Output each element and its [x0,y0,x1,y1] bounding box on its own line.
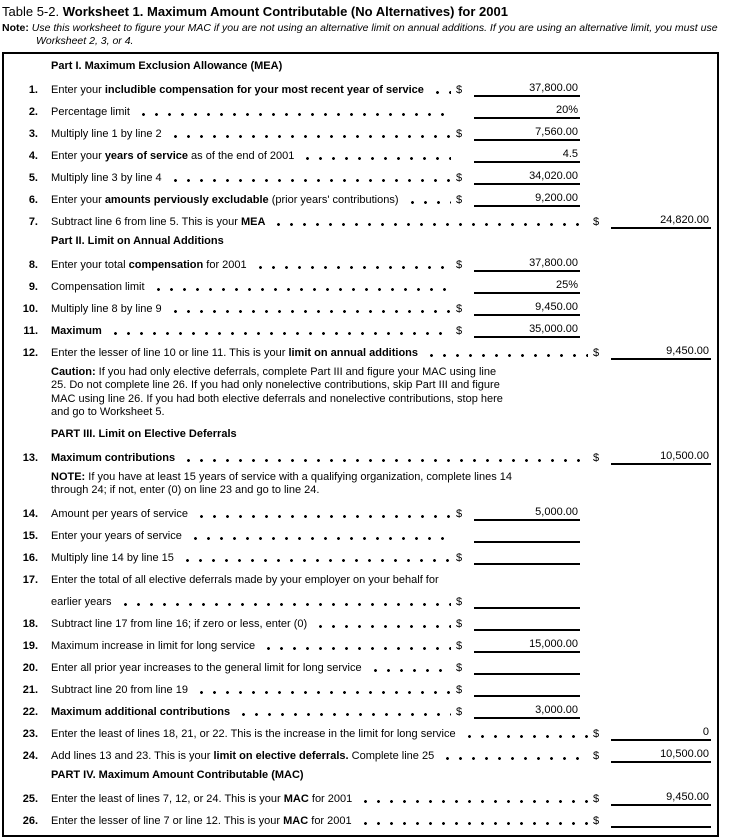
line-label [51,530,182,543]
amount-underline [611,814,711,828]
line-number: 2. [28,106,38,118]
amount-underline: 10,500.00 [611,450,711,465]
amount-underline [474,661,580,675]
leader-dots [441,756,588,761]
header-note [2,22,751,47]
dollar-sign: $ [593,347,600,359]
text-segment: If you had only elective deferrals, complete Part III and figure your MAC using line 25. Do not complete line 26. If you had only nonelective contributions, skip Part III and figure MAC using line 26. If you had both elective deferrals and nonelective contributions, stop here and go to Worksheet 5. [51,366,503,419]
dollar-sign: $ [593,216,600,228]
line-number: 15. [22,530,38,543]
text-segment: Subtract line 17 from line 16; if zero or less, enter (0) [51,618,308,631]
part-heading: Part II. Limit on Annual Additions [51,235,224,247]
line-number: 23. [22,728,38,741]
line-number: 13. [22,451,38,464]
text-segment: for 2001 [308,793,353,806]
line-label [51,640,255,653]
worksheet-line [10,611,711,633]
leader-dots [369,668,451,673]
text-segment: NOTE: [51,470,86,483]
text-segment: for 2001 [308,815,352,828]
leader-dots [314,624,451,629]
worksheet-line [10,786,711,808]
worksheet-line [10,252,711,274]
line-number: 26. [22,815,38,828]
amount-underline: 9,200.00 [474,192,580,207]
dollar-sign: $ [593,750,600,763]
text-segment: Amount per years of service [51,508,188,521]
text-segment: Enter the least of lines 7, 12, or 24. This is your [51,793,284,806]
worksheet-line [10,77,711,99]
text-segment: Percentage limit [51,106,130,118]
line-label [51,303,162,316]
line-number: 7. [28,216,38,228]
line-number: 12. [22,347,38,359]
text-segment: If you have at least 15 years of service with a qualifying organization, complete lines 14 through 24; if not, enter (0) on line 23 and go to line 24. [51,470,513,497]
amount-underline [474,551,580,565]
worksheet-line [10,187,711,209]
text-segment: includible compensation for your most recent year of service [104,84,424,96]
line-label [51,596,112,609]
worksheet-line [10,633,711,655]
line-number: 9. [28,281,38,293]
worksheet-line [10,445,711,467]
line-number: 4. [28,150,38,162]
dollar-sign: $ [456,508,463,521]
amount-underline: 5,000.00 [474,506,580,521]
amount-underline [474,617,580,631]
dollar-sign: $ [456,662,463,675]
line-number: 17. [22,574,38,587]
amount-underline: 35,000.00 [474,323,580,338]
line-label [51,347,418,360]
worksheet-line [10,274,711,296]
line-number: 19. [22,640,38,653]
text-segment: Add lines 13 and 23. This is your [51,750,214,763]
text-segment: Complete line 25 [348,750,435,763]
text-segment: MEA [240,216,266,228]
amount-underline: 20% [474,104,580,119]
line-label [51,618,307,631]
line-label [51,815,352,828]
dollar-sign: $ [456,194,463,206]
dollar-sign: $ [456,172,463,184]
line-number: 18. [22,618,38,631]
line-label [51,793,352,806]
line-label [51,150,294,163]
line-label [51,750,434,763]
line-label [51,662,362,675]
text-segment: Compensation limit [51,281,145,293]
line-label [51,259,247,272]
line-number: 1. [28,84,38,96]
text-segment: as of the end of 2001 [187,150,295,162]
leader-dots [169,178,451,183]
text-segment: years of service [104,150,188,162]
line-label [51,728,456,741]
text-segment: limit on annual additions [288,347,418,359]
text-segment: Subtract line 20 from line 19 [51,684,188,697]
leader-dots [169,309,451,314]
worksheet-line [10,143,711,165]
line-label [51,84,424,97]
text-segment: Multiply line 3 by line 4 [51,172,162,184]
text-segment: Enter your total [51,259,129,271]
text-segment: Multiply line 1 by line 2 [51,128,162,140]
dollar-sign: $ [456,128,463,140]
amount-underline: 24,820.00 [611,214,711,229]
line-label [51,684,188,697]
text-segment: earlier years [51,596,112,609]
line-label [51,552,174,565]
worksheet-box [2,52,719,837]
text-segment: limit on elective deferrals. [213,750,349,763]
line-number: 14. [22,508,38,521]
leader-dots [137,112,451,117]
dollar-sign: $ [456,684,463,697]
note-paragraph [51,366,513,420]
note-text: Use this worksheet to figure your MAC if you are not using an alternative limit on annual additions. If you are using an alternative limit, you must use Worksheet 2, 3, or 4. [31,22,718,47]
leader-dots [237,712,451,717]
line-label [51,508,188,521]
leader-dots [359,799,588,804]
text-segment: Multiply line 8 by line 9 [51,303,162,315]
text-segment: amounts perviously excludable [104,194,269,206]
dollar-sign: $ [593,793,600,806]
worksheet-line [10,567,711,589]
leader-dots [262,646,451,651]
worksheet-line [10,721,711,743]
line-label [51,325,102,338]
text-segment: Enter your [51,84,105,96]
amount-underline: 37,800.00 [474,257,580,272]
line-label [51,128,162,141]
amount-underline: 37,800.00 [474,82,580,97]
leader-dots [189,536,451,541]
amount-underline [474,683,580,697]
dollar-sign: $ [456,84,463,96]
line-number: 11. [23,325,38,337]
amount-underline: 34,020.00 [474,170,580,185]
worksheet-line [10,743,711,765]
amount-underline: 4.5 [474,148,580,163]
line-number: 10. [22,303,38,315]
leader-dots [254,265,451,270]
line-label [51,706,230,719]
line-label [51,106,130,119]
leader-dots [272,222,588,227]
line-number: 21. [22,684,38,697]
amount-underline [474,595,580,609]
dollar-sign: $ [456,552,463,565]
text-segment: (prior years' contributions) [268,194,399,206]
leader-dots [181,558,451,563]
line-number: 8. [28,259,38,271]
line-number: 5. [28,172,38,184]
text-segment: Enter all prior year increases to the general limit for long service [51,662,362,675]
dollar-sign: $ [456,640,463,653]
worksheet-line [10,589,711,611]
text-segment: Multiply line 14 by line 15 [51,552,174,565]
worksheet-line [10,165,711,187]
text-segment: Caution: [51,366,96,378]
worksheet-line [10,296,711,318]
amount-underline: 9,450.00 [474,301,580,316]
text-segment: Enter your [51,194,105,206]
dollar-sign: $ [456,618,463,631]
worksheet-line [10,655,711,677]
line-number: 20. [22,662,38,675]
text-segment: Maximum contributions [51,451,176,464]
line-number: 6. [28,194,38,206]
dollar-sign: $ [456,325,463,337]
text-segment: Maximum increase in limit for long service [51,640,256,653]
worksheet-line [10,340,711,362]
note-paragraph [51,471,513,498]
leader-dots [301,156,451,161]
dollar-sign: $ [593,815,600,828]
worksheet-title: Worksheet 1. Maximum Amount Contributable (No Alternatives) for 2001 [62,4,508,19]
worksheet-line [10,545,711,567]
amount-underline: 9,450.00 [611,345,711,360]
leader-dots [431,90,451,95]
leader-dots [119,602,451,607]
leader-dots [195,514,451,519]
amount-underline [474,529,580,543]
worksheet-line [10,99,711,121]
dollar-sign: $ [456,706,463,719]
line-label [51,216,265,229]
note-label: Note: [2,22,29,34]
line-label [51,194,399,207]
amount-underline: 0 [611,726,711,741]
worksheet-line [10,318,711,340]
leader-dots [152,287,451,292]
worksheet-line [10,677,711,699]
leader-dots [359,821,588,826]
line-label [51,452,175,465]
line-number: 22. [22,706,38,719]
part-heading: PART IV. Maximum Amount Contributable (MAC) [51,769,304,782]
text-segment: MAC [283,793,309,806]
dollar-sign: $ [456,259,463,271]
text-segment: Maximum [51,325,102,337]
amount-underline: 10,500.00 [611,748,711,763]
leader-dots [463,734,588,739]
line-number: 3. [28,128,38,140]
dollar-sign: $ [593,451,600,464]
text-segment: Subtract line 6 from line 5. This is your [51,216,241,228]
line-number: 24. [22,750,38,763]
text-segment: Enter the least of lines 18, 21, or 22. This is the increase in the limit for long service [51,728,456,741]
worksheet-line [10,808,711,830]
line-number: 25. [22,793,38,806]
worksheet-line [10,699,711,721]
page-title [2,4,721,20]
line-number: 16. [22,552,38,565]
amount-underline: 15,000.00 [474,638,580,653]
text-segment: Enter the lesser of line 7 or line 12. This is your [51,815,284,828]
leader-dots [182,458,588,463]
amount-underline: 25% [474,279,580,294]
leader-dots [406,200,451,205]
worksheet-line [10,121,711,143]
part-heading: PART III. Limit on Elective Deferrals [51,427,237,440]
leader-dots [195,690,451,695]
dollar-sign: $ [456,303,463,315]
leader-dots [425,353,588,358]
text-segment: compensation [128,259,204,271]
line-label [51,172,162,185]
dollar-sign: $ [456,596,463,609]
line-label [51,574,591,587]
worksheet-line [10,523,711,545]
line-label [51,281,145,294]
text-segment: for 2001 [203,259,247,271]
table-number: Table 5-2. [2,4,60,19]
text-segment: Maximum additional contributions [51,706,231,719]
worksheet-line [10,501,711,523]
text-segment: Enter your years of service [51,530,182,543]
leader-dots [109,331,451,336]
dollar-sign: $ [593,728,600,741]
part-heading: Part I. Maximum Exclusion Allowance (MEA) [51,60,283,72]
amount-underline: 7,560.00 [474,126,580,141]
amount-underline: 9,450.00 [611,791,711,806]
leader-dots [169,134,451,139]
worksheet-line [10,209,711,231]
text-segment: MAC [283,815,309,828]
text-segment: Enter the lesser of line 10 or line 11. This is your [51,347,289,359]
text-segment: Enter the total of all elective deferrals made by your employer on your behalf for [51,574,439,587]
amount-underline: 3,000.00 [474,704,580,719]
text-segment: Enter your [51,150,105,162]
